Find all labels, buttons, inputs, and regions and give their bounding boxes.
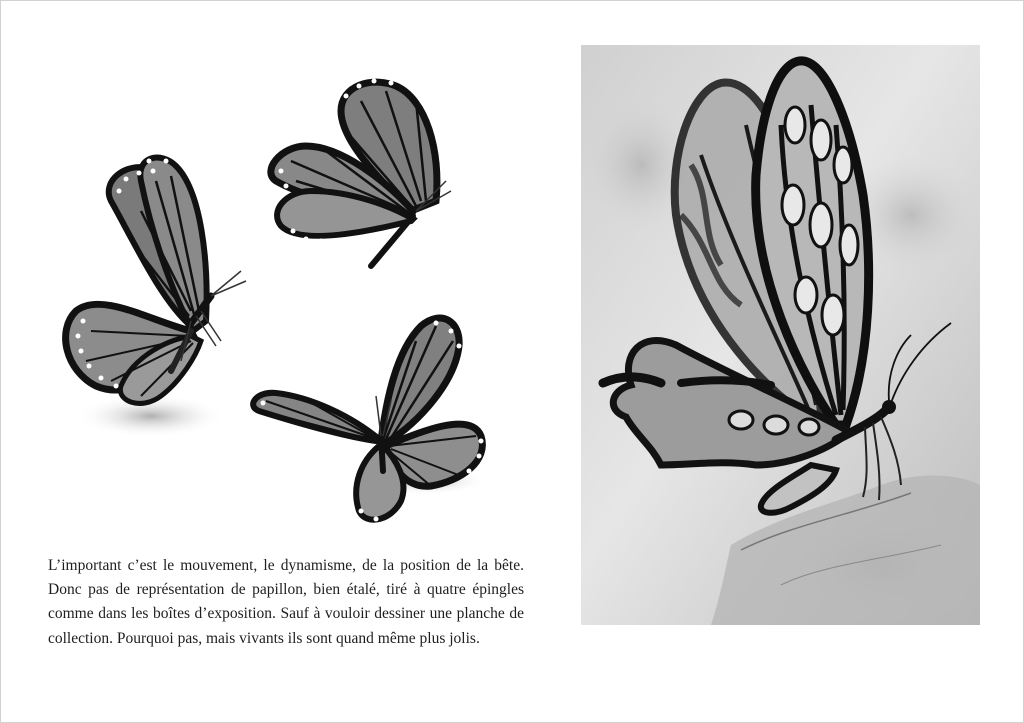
monarch-butterfly-top [271, 79, 451, 267]
monarch-butterflies-illustration [41, 41, 521, 531]
ink-wash-butterfly-painting [581, 45, 980, 625]
body-paragraph: L’important c’est le mouvement, le dynamisme, de la position de la bête. Donc pas de représentation de papillon, bien étalé, tiré à quatre épingles comme dans les boîtes d’exposition. Sauf à vouloir dessiner une planche de collection. Pourquoi pas, mais vivants ils sont quand même plus jolis. [48, 557, 524, 647]
monarch-butterfly-left [66, 158, 246, 404]
butterfly-head [882, 400, 896, 414]
